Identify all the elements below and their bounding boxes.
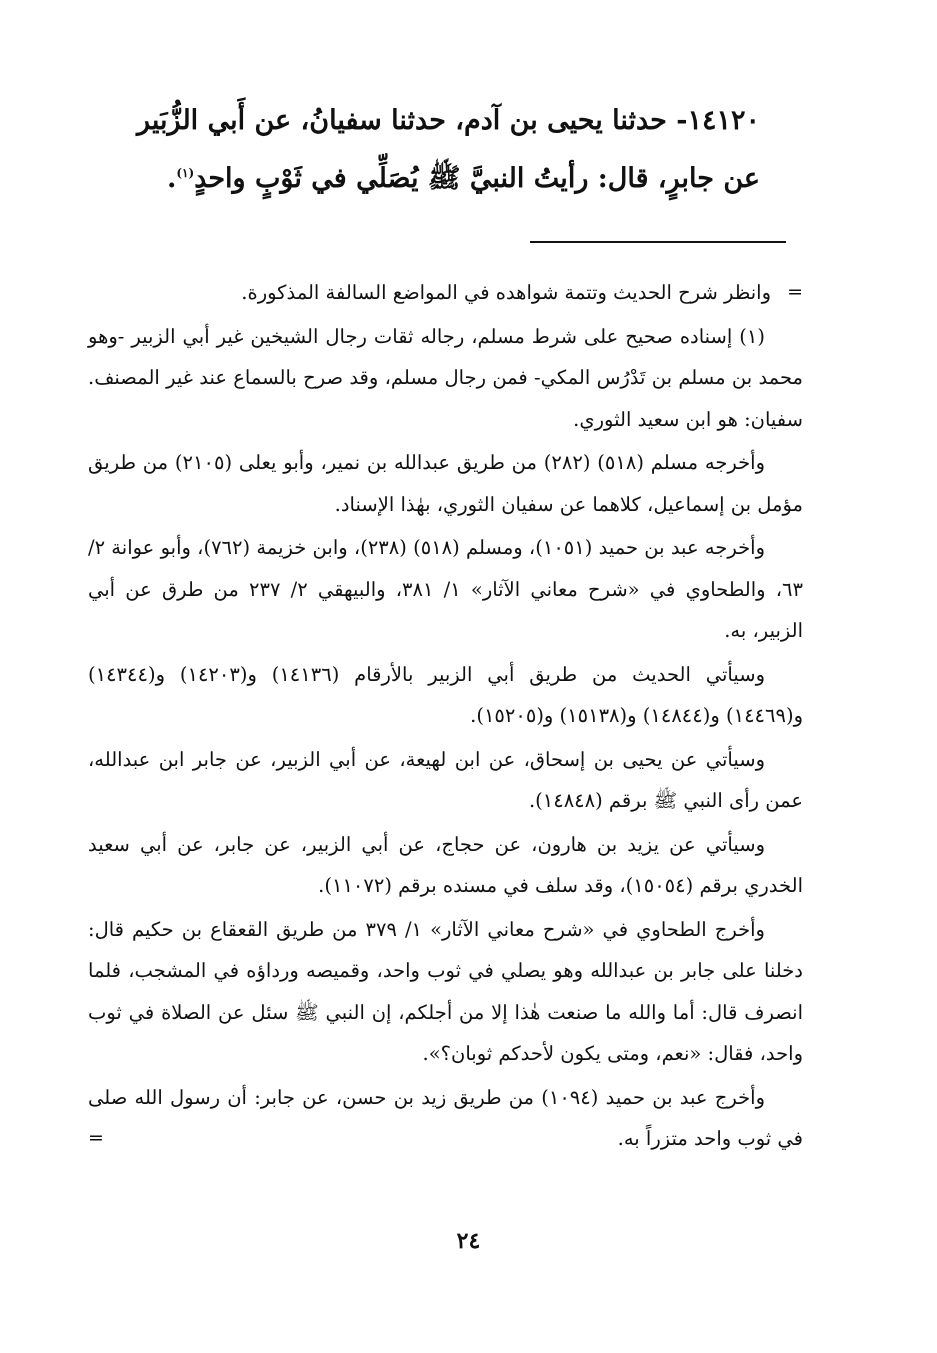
page-number: ٢٤ (456, 1228, 481, 1254)
footnotes (88, 272, 803, 1162)
footnote-paragraph-4: وسيأتي الحديث من طريق أبي الزبير بالأرقام (١٤١٣٦) و(١٤٢٠٣) و(١٤٣٤٤) و(١٤٤٦٩) و(١٤٨٤٤) و(١٥١٣٨) و(١٥٢٠٥). (88, 662, 803, 727)
hadith-line-2: عن جابرٍ، قال: رأيتُ النبيَّ ﷺ يُصَلِّي في ثَوْبٍ واحدٍ$^{(١)}$. (166, 163, 760, 194)
footnote-intro: وانظر شرح الحديث وتتمة شواهده في المواضع السالفة المذكورة. (241, 281, 771, 304)
hadith-text (120, 92, 760, 208)
footnote-paragraph-6: وسيأتي عن يزيد بن هارون، عن حجاج، عن أبي الزبير، عن جابر، عن أبي سعيد الخدري برقم (١٥٠٥٤)، وقد سلف في مسنده برقم (١١٠٧٢). (88, 832, 803, 897)
footnote-paragraph-8-text: وأخرج عبد بن حميد (١٠٩٤) من طريق زيد بن حسن، عن جابر: أن رسول الله صلى في ثوب واحد متزراً به. (88, 1085, 803, 1150)
hadith-line-2-text: عن جابرٍ، قال: رأيتُ النبيَّ ﷺ يُصَلِّي في ثَوْبٍ واحدٍ (194, 163, 760, 194)
footnote-separator (530, 241, 786, 243)
footnote-paragraph-8 (88, 1077, 803, 1160)
hadith-line-1: ١٤١٢٠- حدثنا يحيى بن آدم، حدثنا سفيانُ، عن أَبي الزُّبَير (136, 105, 760, 136)
continuation-mark-top: = (787, 281, 803, 303)
footnote-paragraph-5: وسيأتي عن يحيى بن إسحاق، عن ابن لهيعة، عن أبي الزبير، عن جابر ابن عبدالله، عمن رأى النبي ﷺ برقم (١٤٨٤٨). (88, 747, 803, 812)
footnote-continuation (88, 272, 803, 314)
footnote-reference: (١) (176, 166, 195, 180)
continuation-mark-bottom: = (88, 1127, 104, 1149)
footnote-paragraph-2: وأخرجه مسلم (٥١٨) (٢٨٢) من طريق عبدالله بن نمير، وأبو يعلى (٢١٠٥) من طريق مؤمل بن إسماعيل، كلاهما عن سفيان الثوري، بهٰذا الإسناد. (88, 451, 803, 516)
footnote-1: (١) إسناده صحيح على شرط مسلم، رجاله ثقات رجال الشيخين غير أبي الزبير -وهو محمد بن مسلم بن تَدْرُس المكي- فمن رجال مسلم، وقد صرح بالسماع عند غير المصنف. سفيان: هو ابن سعيد الثوري. (88, 324, 803, 431)
footnote-paragraph-3: وأخرجه عبد بن حميد (١٠٥١)، ومسلم (٥١٨) (٢٣٨)، وابن خزيمة (٧٦٢)، وأبو عوانة ٢/ ٦٣، والطحاوي في «شرح معاني الآثار» ١/ ٣٨١، والبيهقي ٢/ ٢٣٧ من طرق عن أبي الزبير، به. (88, 536, 803, 642)
footnote-paragraph-7: وأخرج الطحاوي في «شرح معاني الآثار» ١/ ٣٧٩ من طريق القعقاع بن حكيم قال: دخلنا على جابر بن عبدالله وهو يصلي في ثوب واحد، وقميصه ورداؤه في المشجب، فلما انصرف قال: أما والله ما صنعت هٰذا إلا من أجلكم، إن النبي ﷺ سئل عن الصلاة في ثوب واحد، فقال: «نعم، ومتى يكون لأحدكم ثوبان؟». (88, 917, 803, 1065)
